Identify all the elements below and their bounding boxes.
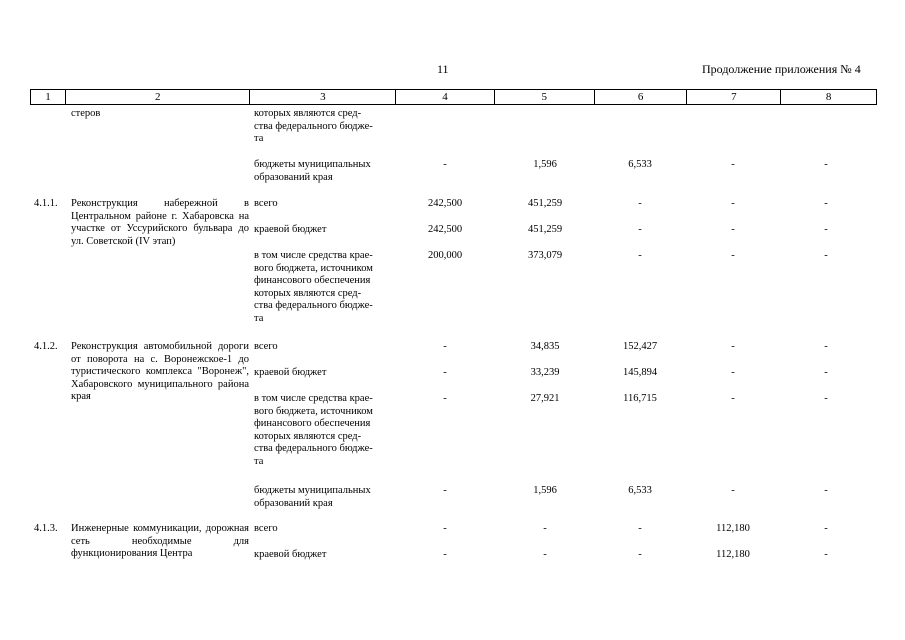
- header-col-6: 6: [595, 90, 688, 104]
- prev-r2-col7: -: [731, 159, 735, 170]
- item2-r4-col5: 1,596: [533, 485, 557, 496]
- item1-r2-col8: -: [824, 224, 828, 235]
- item2-r4-col6: 6,533: [628, 485, 652, 496]
- item2-r4-col8: -: [824, 485, 828, 496]
- appendix-continuation-label: Продолжение приложения № 4: [702, 62, 861, 76]
- item3-r2-col4: -: [443, 549, 447, 560]
- item1-r3-col8: -: [824, 250, 828, 261]
- prev-r2-col5: 1,596: [533, 159, 557, 170]
- item2-r3-col8: -: [824, 393, 828, 404]
- item3-r1-col7: 112,180: [716, 523, 750, 534]
- item1-r3-col4: 200,000: [427, 250, 463, 261]
- item2-r3-col6: 116,715: [623, 393, 657, 404]
- item2-r3-col4: -: [443, 393, 447, 404]
- page-number: 11: [437, 62, 449, 76]
- item1-r1-col5: 451,259: [527, 198, 563, 209]
- item2-r2-col7: -: [731, 367, 735, 378]
- table-header-row: [30, 89, 877, 105]
- header-col-1: 1: [31, 90, 66, 104]
- item1-r1-col7: -: [731, 198, 735, 209]
- item1-r2-col4: 242,500: [427, 224, 463, 235]
- item1-r1-col8: -: [824, 198, 828, 209]
- item2-r2-col6: 145,894: [622, 367, 658, 378]
- item2-r2-col4: -: [443, 367, 447, 378]
- item1-r2-col5: 451,259: [527, 224, 563, 235]
- item-name-4-1-3: Инженерные коммуникации, дорожная сеть необходимые для функционирования Центра: [71, 523, 249, 560]
- item3-r1-col6: -: [638, 523, 642, 534]
- item2-source-federal-share: в том числе средства крае- вого бюджета, источником финансового обеспечения которых являются сред- ства федерального бюдже- та: [254, 393, 373, 467]
- item1-source-federal-share: в том числе средства крае- вого бюджета, источником финансового обеспечения которых являются сред- ства федерального бюдже- та: [254, 250, 373, 324]
- item3-r1-col4: -: [443, 523, 447, 534]
- item1-r3-col6: -: [638, 250, 642, 261]
- prev-r2-col6: 6,533: [628, 159, 652, 170]
- item-code-4-1-2: 4.1.2.: [34, 341, 58, 352]
- header-col-4: 4: [396, 90, 495, 104]
- item3-r2-col8: -: [824, 549, 828, 560]
- item2-r2-col5: 33,239: [530, 367, 560, 378]
- item2-r1-col7: -: [731, 341, 735, 352]
- item2-r4-col4: -: [443, 485, 447, 496]
- item2-r4-col7: -: [731, 485, 735, 496]
- item3-r1-col8: -: [824, 523, 828, 534]
- item1-r3-col5: 373,079: [527, 250, 563, 261]
- header-col-7: 7: [687, 90, 781, 104]
- prev-r2-col8: -: [824, 159, 828, 170]
- item2-r2-col8: -: [824, 367, 828, 378]
- item3-r2-col7: 112,180: [716, 549, 750, 560]
- item-name-4-1-1: Реконструкция набережной в Центральном районе г. Хабаровска на участке от Уссурийского бульвара до ул. Советской (IV этап): [71, 198, 249, 247]
- item1-source-regional: краевой бюджет: [254, 224, 327, 235]
- item3-r1-col5: -: [543, 523, 547, 534]
- header-col-5: 5: [495, 90, 595, 104]
- item2-r1-col6: 152,427: [622, 341, 658, 352]
- item2-source-regional: краевой бюджет: [254, 367, 327, 378]
- item2-source-municipal: бюджеты муниципальных образований края: [254, 485, 371, 509]
- item1-r2-col7: -: [731, 224, 735, 235]
- prev-r2-col4: -: [443, 159, 447, 170]
- item3-source-regional: краевой бюджет: [254, 549, 327, 560]
- item2-r1-col8: -: [824, 341, 828, 352]
- item-name-4-1-2: Реконструкция автомобильной дороги от поворота на с. Воронежское-1 до туристического комплекса "Воронеж", Хабаровского муниципального района края: [71, 341, 249, 403]
- item2-r3-col5: 27,921: [530, 393, 560, 404]
- item3-source-total: всего: [254, 523, 278, 534]
- item-code-4-1-3: 4.1.3.: [34, 523, 58, 534]
- item2-r3-col7: -: [731, 393, 735, 404]
- prev-item-name-tail: стеров: [71, 108, 101, 119]
- header-col-2: 2: [66, 90, 251, 104]
- header-col-3: 3: [250, 90, 396, 104]
- item3-r2-col5: -: [543, 549, 547, 560]
- prev-source-federal-tail: которых являются сред- ства федерального бюдже- та: [254, 108, 373, 145]
- item2-source-total: всего: [254, 341, 278, 352]
- item1-r2-col6: -: [638, 224, 642, 235]
- item1-r1-col6: -: [638, 198, 642, 209]
- item1-r3-col7: -: [731, 250, 735, 261]
- header-col-8: 8: [825, 91, 832, 103]
- item1-source-total: всего: [254, 198, 278, 209]
- item2-r1-col5: 34,835: [530, 341, 560, 352]
- item2-r1-col4: -: [443, 341, 447, 352]
- item1-r1-col4: 242,500: [427, 198, 463, 209]
- item3-r2-col6: -: [638, 549, 642, 560]
- prev-source-municipal: бюджеты муниципальных образований края: [254, 159, 371, 183]
- item-code-4-1-1: 4.1.1.: [34, 198, 58, 209]
